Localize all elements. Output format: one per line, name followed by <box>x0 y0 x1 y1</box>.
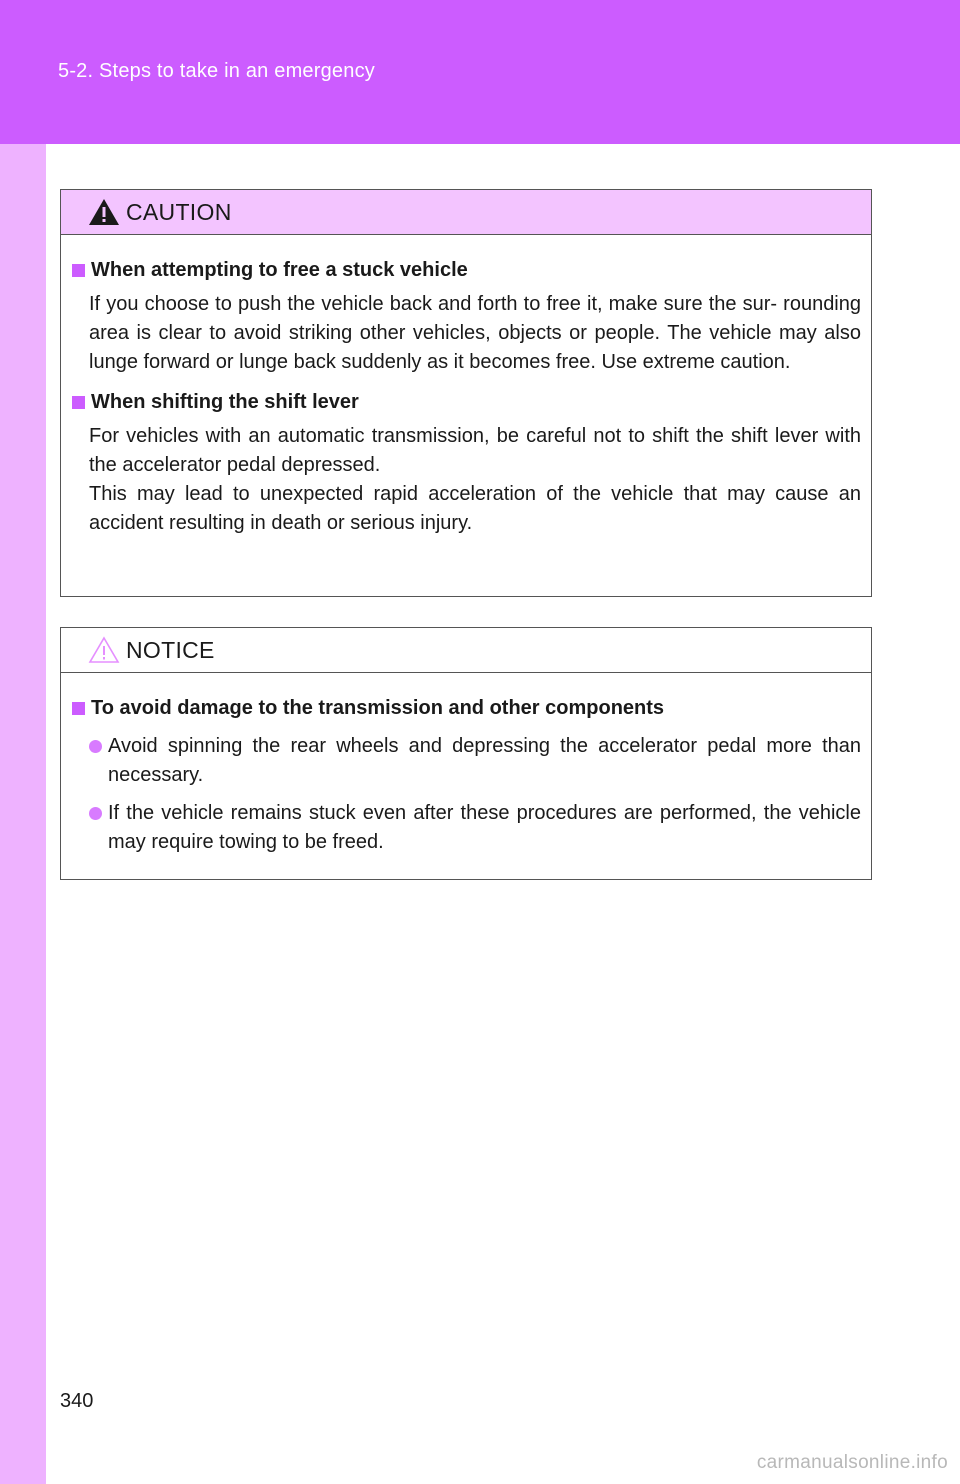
caution-item-heading-text: When attempting to free a stuck vehicle <box>91 259 468 281</box>
notice-bullet-text: If the vehicle remains stuck even after these procedures are performed, the vehicle may require towing to be freed. <box>108 802 861 853</box>
square-bullet-icon <box>72 396 85 409</box>
watermark: carmanualsonline.info <box>756 1452 948 1473</box>
notice-bullet <box>72 732 861 790</box>
caution-header <box>61 190 871 235</box>
caution-item-heading <box>72 387 861 417</box>
header-bar <box>0 0 960 144</box>
notice-title: NOTICE <box>126 636 215 663</box>
notice-box <box>60 627 872 880</box>
caution-box <box>60 189 872 597</box>
caution-paragraph: This may lead to unexpected rapid acceleration of the vehicle that may cause an accident resulting in death or serious injury. <box>89 483 861 534</box>
page-number: 340 <box>60 1390 94 1412</box>
square-bullet-icon <box>72 702 85 715</box>
warning-triangle-icon <box>87 197 121 227</box>
section-title: 5-2. Steps to take in an emergency <box>58 60 375 82</box>
caution-paragraph: For vehicles with an automatic transmission, be careful not to shift the shift lever with the accelerator pedal depressed. <box>89 425 861 476</box>
square-bullet-icon <box>72 264 85 277</box>
notice-heading <box>72 693 861 723</box>
caution-item-heading <box>72 255 861 285</box>
notice-body <box>61 673 871 857</box>
circle-bullet-icon <box>89 807 102 820</box>
caution-body <box>61 235 871 538</box>
notice-heading-text: To avoid damage to the transmission and other components <box>91 697 665 719</box>
side-strip <box>0 144 46 1484</box>
caution-paragraph: If you choose to push the vehicle back and forth to free it, make sure the sur- rounding area is clear to avoid striking other vehicles, objects or people. The vehicle may also lunge forward or lunge back suddenly as it becomes free. Use extreme caution. <box>89 293 861 373</box>
outline-warning-triangle-icon <box>87 635 121 665</box>
caution-title: CAUTION <box>126 198 232 225</box>
notice-bullet-text: Avoid spinning the rear wheels and depressing the accelerator pedal more than necessary. <box>108 735 861 786</box>
circle-bullet-icon <box>89 740 102 753</box>
caution-item-heading-text: When shifting the shift lever <box>91 391 359 413</box>
notice-bullet <box>72 799 861 857</box>
notice-header <box>61 628 871 673</box>
